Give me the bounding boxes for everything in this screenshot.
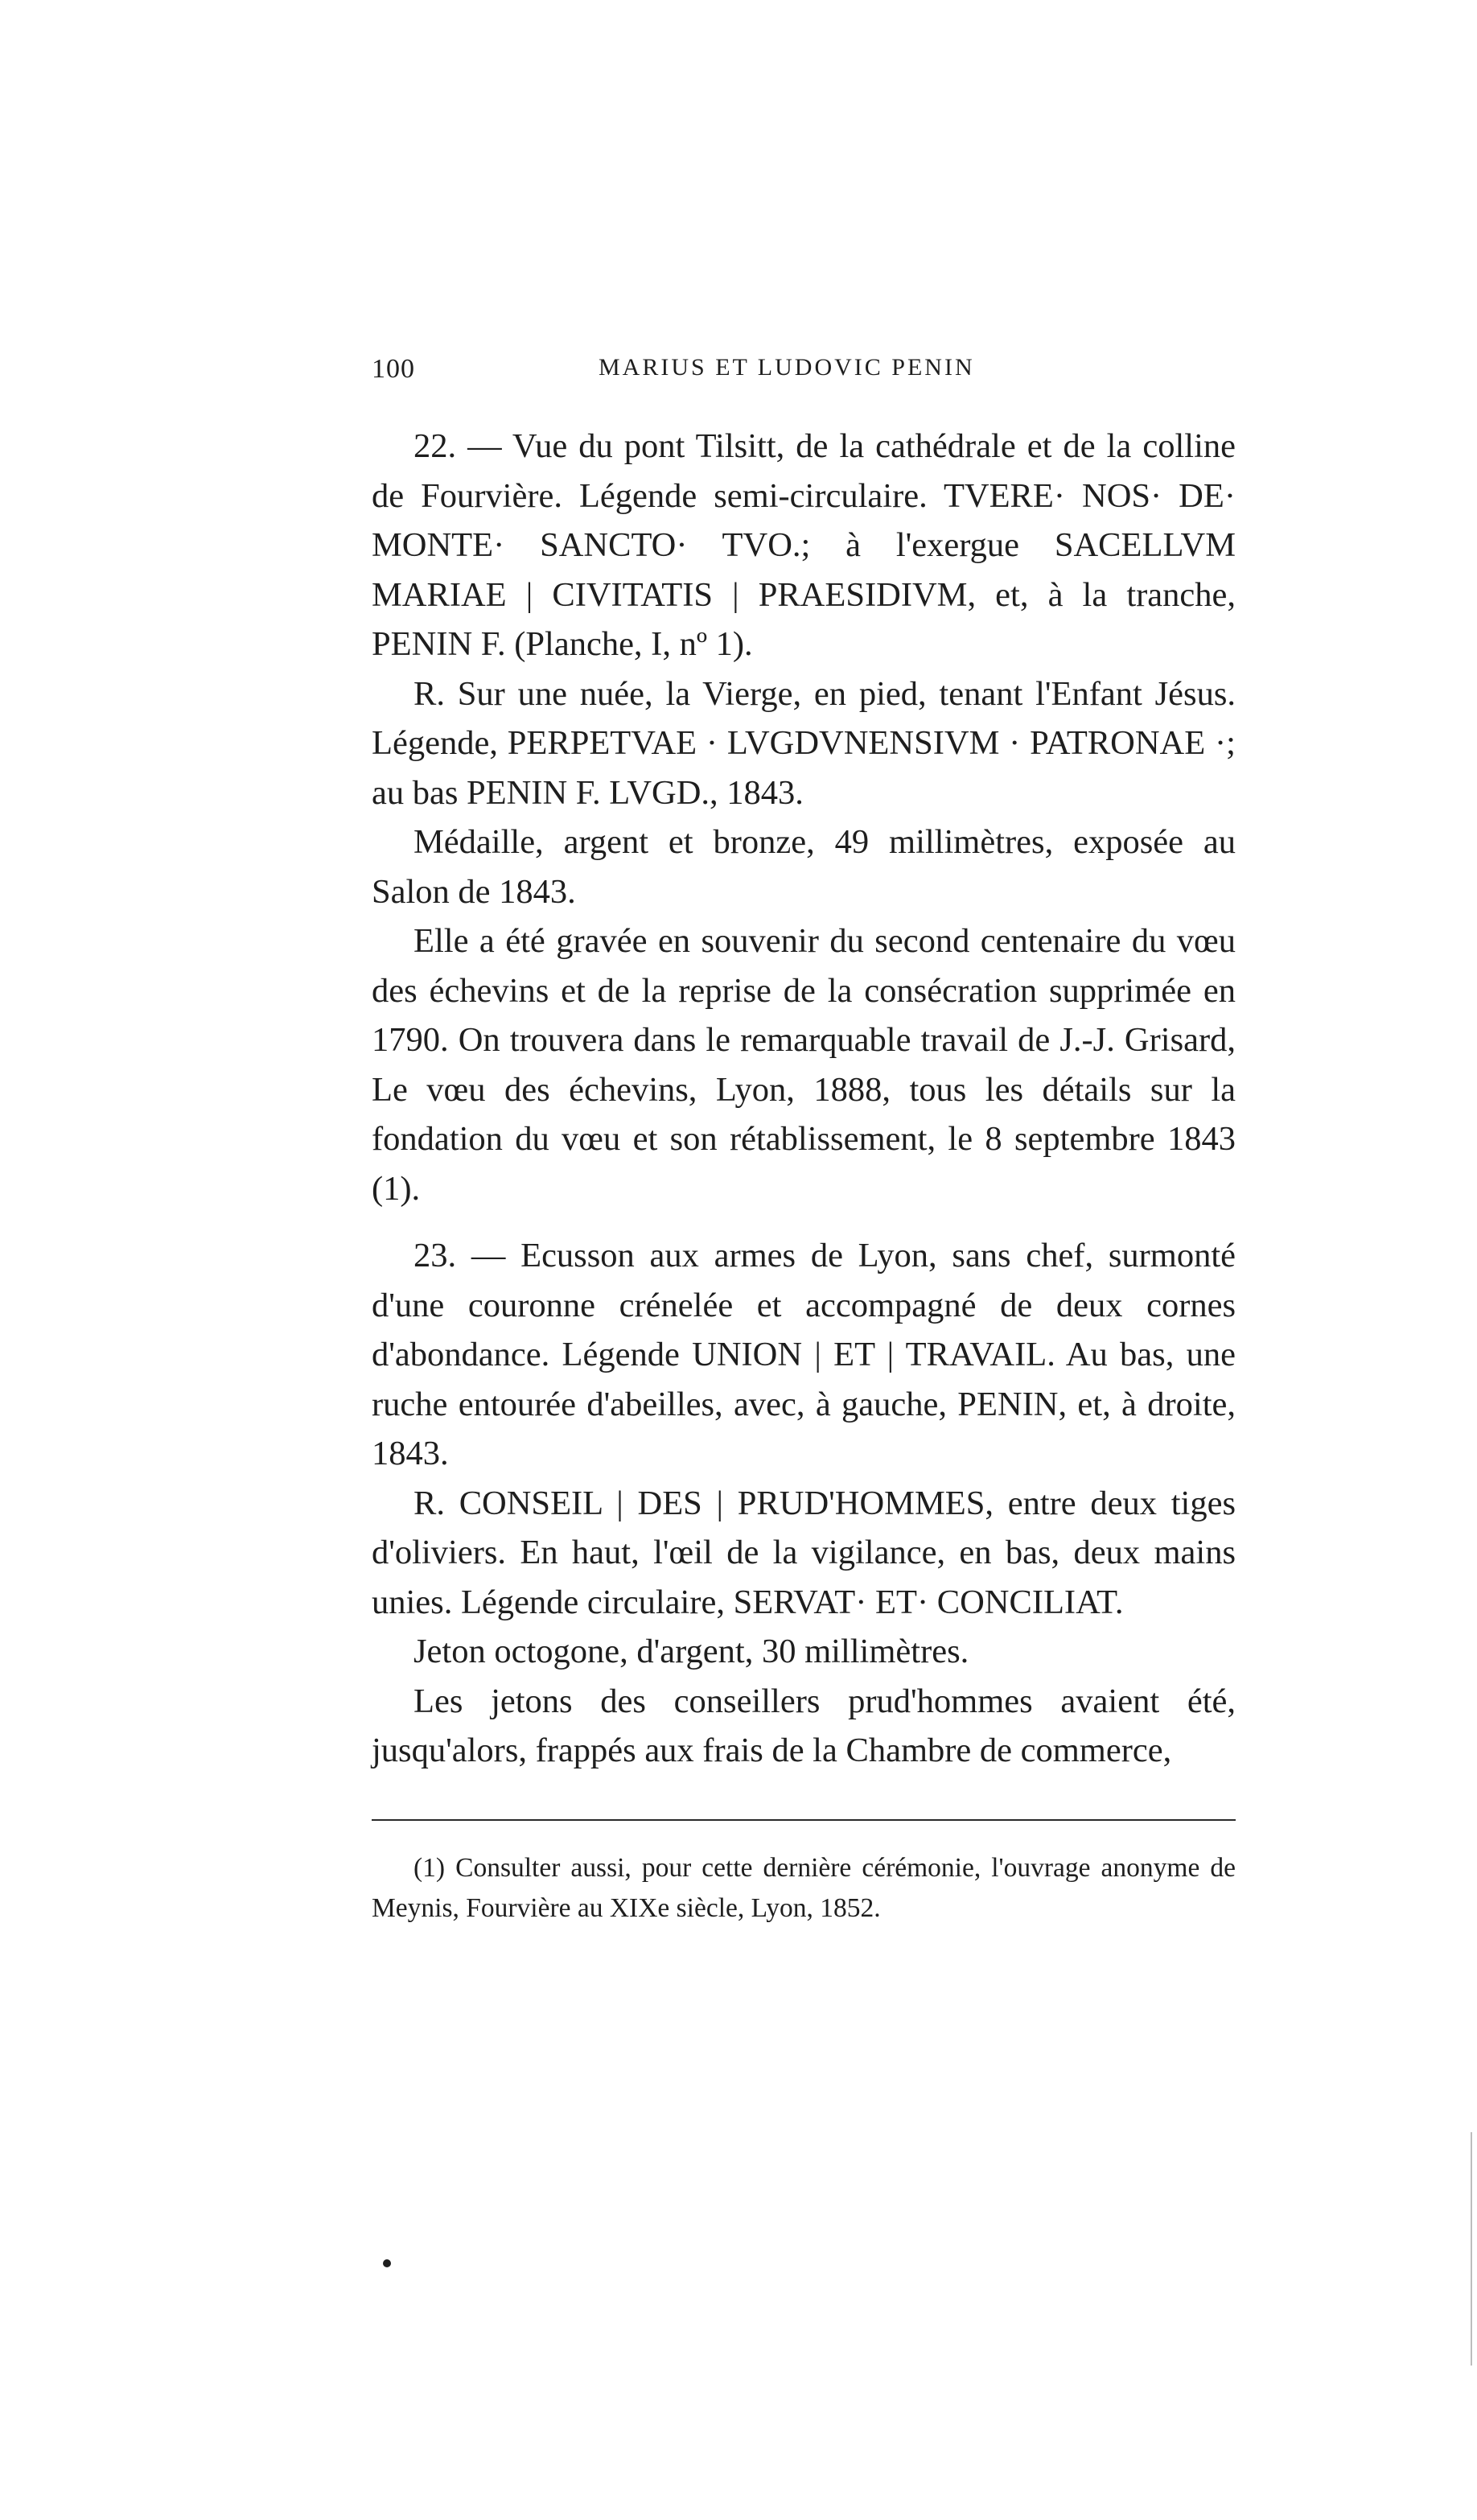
ink-dot (383, 2259, 391, 2267)
page-number: 100 (372, 354, 415, 384)
scan-edge-line (1471, 2132, 1472, 2366)
footnote-text: (1) Consulter aussi, pour cette dernière cérémonie, l'ouvrage anonyme de Meynis, Fourvière au XIXe siècle, Lyon, 1852. (372, 1852, 1236, 1923)
paragraph-22-history: Elle a été gravée en souvenir du second centenaire du vœu des échevins et de la reprise de la consécration supprimée en 1790. On trouvera dans le remarquable travail de J.-J. Grisard, Le vœu des échevins, Lyon, 1888, tous les détails sur la fondation du vœu et son rétablissement, le 8 septembre 1843 (1). (372, 922, 1236, 1208)
footnote-rule (372, 1819, 1236, 1821)
footnote (372, 1848, 1236, 1929)
paragraph-23-reverse: R. CONSEIL | DES | PRUD'HOMMES, entre deux tiges d'oliviers. En haut, l'œil de la vigilance, en bas, deux mains unies. Légende circulaire, SERVAT· ET· CONCILIAT. (372, 1484, 1236, 1621)
paragraph-22-medal-description: Médaille, argent et bronze, 49 millimètres, exposée au Salon de 1843. (372, 823, 1236, 911)
paragraph-23-token-description: Jeton octogone, d'argent, 30 millimètres. (413, 1633, 969, 1670)
running-title: MARIUS ET LUDOVIC PENIN (599, 354, 975, 381)
book-page (372, 354, 1236, 1929)
paragraph-22-obverse: 22. — Vue du pont Tilsitt, de la cathédrale et de la colline de Fourvière. Légende semi-circulaire. TVERE· NOS· DE· MONTE· SANCTO· TVO.; à l'exergue SACELLVM MARIAE | CIVITATIS | PRAESIDIVM, et, à la tranche, PENIN F. (Planche, I, nº 1). (372, 427, 1236, 663)
running-head (372, 354, 1236, 402)
body-text (372, 422, 1236, 1776)
paragraph-22-reverse: R. Sur une nuée, la Vierge, en pied, tenant l'Enfant Jésus. Légende, PERPETVAE · LVGDVNENSIVM · PATRONAE ·; au bas PENIN F. LVGD., 1843. (372, 674, 1236, 812)
paragraph-23-history: Les jetons des conseillers prud'hommes avaient été, jusqu'alors, frappés aux frais de la Chambre de commerce, (372, 1682, 1236, 1769)
paragraph-23-obverse: 23. — Ecusson aux armes de Lyon, sans chef, surmonté d'une couronne crénelée et accompagné de deux cornes d'abondance. Légende UNION | ET | TRAVAIL. Au bas, une ruche entourée d'abeilles, avec, à gauche, PENIN, et, à droite, 1843. (372, 1237, 1236, 1472)
